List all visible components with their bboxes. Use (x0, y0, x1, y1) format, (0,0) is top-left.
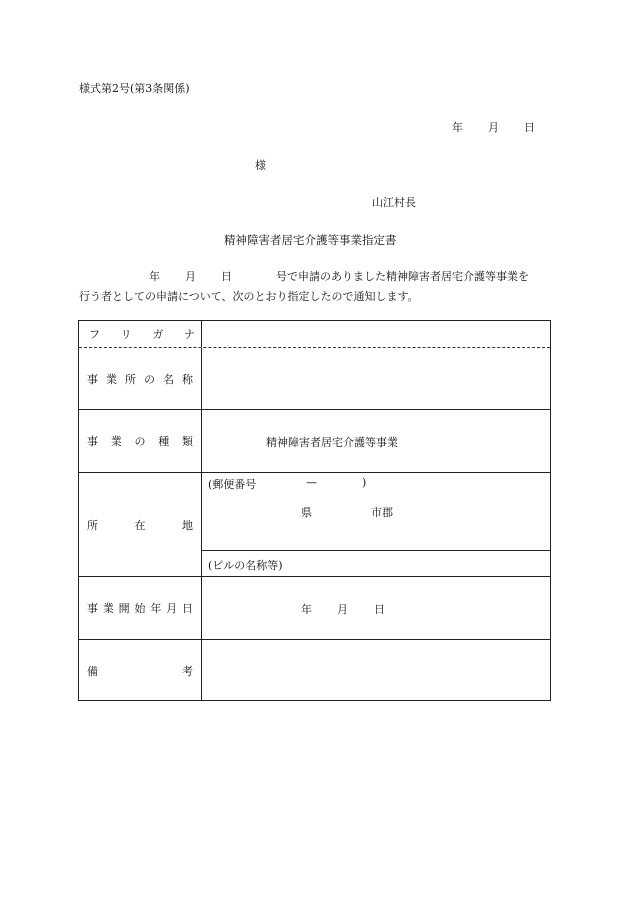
label-remarks (79, 640, 202, 701)
addressee-suffix: 様 (255, 159, 266, 172)
location-label-text (87, 517, 193, 533)
start-date-year: 年 (301, 603, 312, 616)
row-remarks (79, 640, 550, 701)
label-char: 業 (102, 602, 114, 615)
body-day: 日 (221, 270, 232, 283)
label-char: ガ (152, 328, 164, 341)
issue-date-day: 日 (524, 121, 535, 134)
label-furigana (79, 321, 202, 347)
label-char: 類 (182, 435, 193, 448)
office-name-label-text (87, 371, 193, 387)
form-number: 様式第2号(第3条関係) (79, 82, 190, 95)
body-line-1-text: 号で申請のありました精神障害者居宅介護等事業を (276, 270, 529, 283)
label-char: 事 (87, 435, 98, 448)
remarks-field[interactable] (202, 640, 550, 701)
label-char: 備 (87, 664, 98, 678)
label-char: 考 (182, 664, 193, 678)
start-date-field[interactable] (202, 577, 550, 639)
label-char: フ (89, 328, 100, 341)
location-field[interactable] (202, 473, 550, 576)
label-char: 年 (150, 602, 162, 615)
document-title: 精神障害者居宅介護等事業指定書 (224, 233, 397, 247)
body-year: 年 (149, 270, 160, 283)
label-business-type (79, 410, 202, 472)
label-char: 月 (166, 602, 178, 615)
start-date-label-text (87, 600, 193, 616)
issuer: 山江村長 (372, 196, 416, 209)
row-office-name (79, 348, 550, 410)
business-type-field (202, 410, 550, 472)
label-char: 業 (106, 372, 117, 386)
start-date-day: 日 (374, 603, 385, 616)
label-char: 開 (118, 602, 130, 615)
label-char: 地 (182, 518, 193, 532)
postal-code-label: (郵便番号 (208, 478, 257, 491)
postal-code-close: ) (362, 476, 367, 489)
label-char: 事 (87, 602, 98, 615)
label-char: 業 (110, 435, 122, 448)
label-char: 所 (125, 372, 136, 386)
business-type-value: 精神障害者居宅介護等事業 (266, 436, 398, 449)
issue-date-year: 年 (452, 121, 463, 134)
body-line-2: 行う者としての申請について、次のとおり指定したので通知します。 (79, 290, 419, 303)
label-char: 所 (87, 518, 98, 532)
label-char: リ (120, 328, 132, 341)
label-char: の (134, 435, 146, 448)
business-type-label-text (87, 433, 193, 449)
label-char: 種 (158, 435, 170, 448)
issue-date (452, 119, 535, 135)
row-furigana (79, 321, 550, 348)
prefecture-label: 県 (301, 506, 312, 519)
label-char: 名 (163, 372, 174, 386)
label-start-date (79, 577, 202, 639)
start-date-month: 月 (337, 603, 348, 616)
label-char: の (144, 372, 155, 386)
city-label: 市郡 (371, 506, 393, 519)
body-month: 月 (185, 270, 196, 283)
label-char: 日 (181, 602, 193, 615)
postal-code-dash: — (306, 476, 317, 489)
label-location (79, 473, 202, 576)
issue-date-month: 月 (488, 121, 499, 134)
label-char: 在 (134, 518, 146, 532)
label-char: ナ (183, 328, 195, 341)
row-start-date (79, 577, 550, 640)
row-location (79, 473, 550, 577)
office-name-field[interactable] (202, 348, 550, 409)
furigana-label-text (89, 326, 195, 342)
remarks-label-text (87, 663, 193, 679)
label-char: 称 (182, 372, 193, 386)
furigana-field[interactable] (202, 321, 550, 347)
building-name-label: (ビルの名称等) (208, 559, 283, 572)
row-business-type (79, 410, 550, 473)
label-char: 始 (134, 602, 146, 615)
designation-table (78, 320, 551, 701)
building-divider (202, 550, 550, 551)
label-office-name (79, 348, 202, 409)
label-char: 事 (87, 372, 98, 386)
body-line-1 (79, 268, 529, 284)
